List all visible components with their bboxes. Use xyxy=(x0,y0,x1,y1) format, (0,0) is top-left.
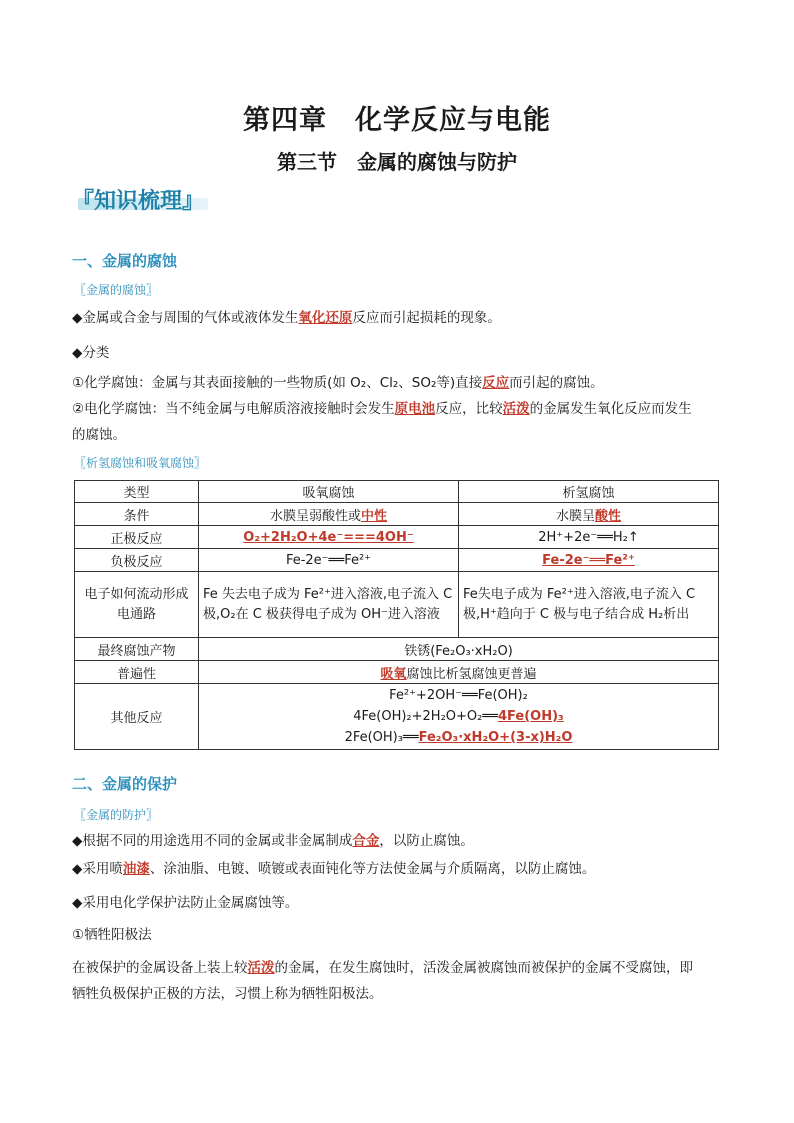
subheading-protection: 〖金属的防护〗 xyxy=(74,808,159,822)
cell: Fe-2e⁻══Fe²⁺ xyxy=(199,549,459,572)
table-row xyxy=(75,684,719,750)
row-label: 普遍性 xyxy=(75,661,199,684)
section-title: 第三节 金属的腐蚀与防护 xyxy=(277,150,517,174)
cell: O₂+2H₂O+4e⁻===4OH⁻ xyxy=(199,526,459,549)
keyword-redox: 氧化还原 xyxy=(298,310,353,326)
cell: Fe失电子成为 Fe²⁺进入溶液,电子流入 C 极,H⁺趋向于 C 极与电子结合成 H₂析出 xyxy=(459,572,719,638)
keyword-galvanic-cell: 原电池 xyxy=(394,401,436,417)
heading-corrosion: 一、金属的腐蚀 xyxy=(72,252,178,270)
row-label: 负极反应 xyxy=(75,549,199,572)
table-row xyxy=(75,572,719,638)
para-electrochemical-protection: ◆采用电化学保护法防止金属腐蚀等。 xyxy=(72,895,299,911)
header-type: 类型 xyxy=(75,481,199,503)
keyword-reaction: 反应 xyxy=(482,375,510,391)
cell: 水膜呈弱酸性或中性 xyxy=(199,503,459,526)
chapter-title: 第四章 化学反应与电能 xyxy=(243,105,551,136)
keyword-paint: 油漆 xyxy=(122,861,150,877)
header-oxygen: 吸氧腐蚀 xyxy=(199,481,459,503)
table-row xyxy=(75,481,719,503)
knowledge-banner xyxy=(72,182,232,216)
cell: Fe 失去电子成为 Fe²⁺进入溶液,电子流入 C 极,O₂在 C 极获得电子成为 OH⁻进入溶液 xyxy=(199,572,459,638)
para-coating: ◆采用喷油漆、涂油脂、电镀、喷镀或表面钝化等方法使金属与介质隔离，以防止腐蚀。 xyxy=(72,861,596,877)
cell: 吸氧腐蚀比析氢腐蚀更普遍 xyxy=(199,661,719,684)
table-row xyxy=(75,503,719,526)
row-label: 条件 xyxy=(75,503,199,526)
keyword-alloy: 合金 xyxy=(352,833,380,849)
para-chemical-corrosion: ①化学腐蚀：金属与其表面接触的一些物质(如 O₂、Cl₂、SO₂等)直接反应而引起的腐蚀。 xyxy=(72,375,604,391)
para-electrochemical-corrosion: ②电化学腐蚀：当不纯金属与电解质溶液接触时会发生原电池反应，比较活泼的金属发生氧化反应而发生 的腐蚀。 xyxy=(72,401,692,443)
table-row xyxy=(75,661,719,684)
cell: 水膜呈酸性 xyxy=(459,503,719,526)
cell: 铁锈(Fe₂O₃·xH₂O) xyxy=(199,638,719,661)
row-label: 其他反应 xyxy=(75,684,199,750)
subheading-corrosion: 〖金属的腐蚀〗 xyxy=(74,283,159,297)
para-definition: ◆金属或合金与周围的气体或液体发生氧化还原反应而引起损耗的现象。 xyxy=(72,310,501,326)
para-classification: ◆分类 xyxy=(72,345,110,361)
table-row xyxy=(75,638,719,661)
banner-text: 『知识梳理』 xyxy=(72,189,205,214)
para-alloy: ◆根据不同的用途选用不同的金属或非金属制成合金，以防止腐蚀。 xyxy=(72,833,474,849)
para-sacrificial-anode-title: ①牺牲阳极法 xyxy=(72,927,152,943)
table-row xyxy=(75,549,719,572)
subheading-hydrogen-oxygen: 〖析氢腐蚀和吸氧腐蚀〗 xyxy=(74,456,207,470)
keyword-active-metal: 活泼 xyxy=(247,960,275,976)
cell: Fe-2e⁻══Fe²⁺ xyxy=(459,549,719,572)
keyword-active: 活泼 xyxy=(502,401,530,417)
cell: Fe²⁺+2OH⁻══Fe(OH)₂ 4Fe(OH)₂+2H₂O+O₂══4Fe(OH)₃ 2Fe(OH)₃══Fe₂O₃·xH₂O+(3-x)H₂O xyxy=(199,684,719,750)
table-row xyxy=(75,526,719,549)
row-label: 电子如何流动形成电通路 xyxy=(75,572,199,638)
header-hydrogen: 析氢腐蚀 xyxy=(459,481,719,503)
cell: 2H⁺+2e⁻══H₂↑ xyxy=(459,526,719,549)
row-label: 最终腐蚀产物 xyxy=(75,638,199,661)
row-label: 正极反应 xyxy=(75,526,199,549)
corrosion-comparison-table xyxy=(74,480,719,750)
para-sacrificial-anode: 在被保护的金属设备上装上较活泼的金属，在发生腐蚀时，活泼金属被腐蚀而被保护的金属不受腐蚀，即 牺牲负极保护正极的方法，习惯上称为牺牲阳极法。 xyxy=(72,960,693,1002)
heading-protection: 二、金属的保护 xyxy=(72,775,178,793)
